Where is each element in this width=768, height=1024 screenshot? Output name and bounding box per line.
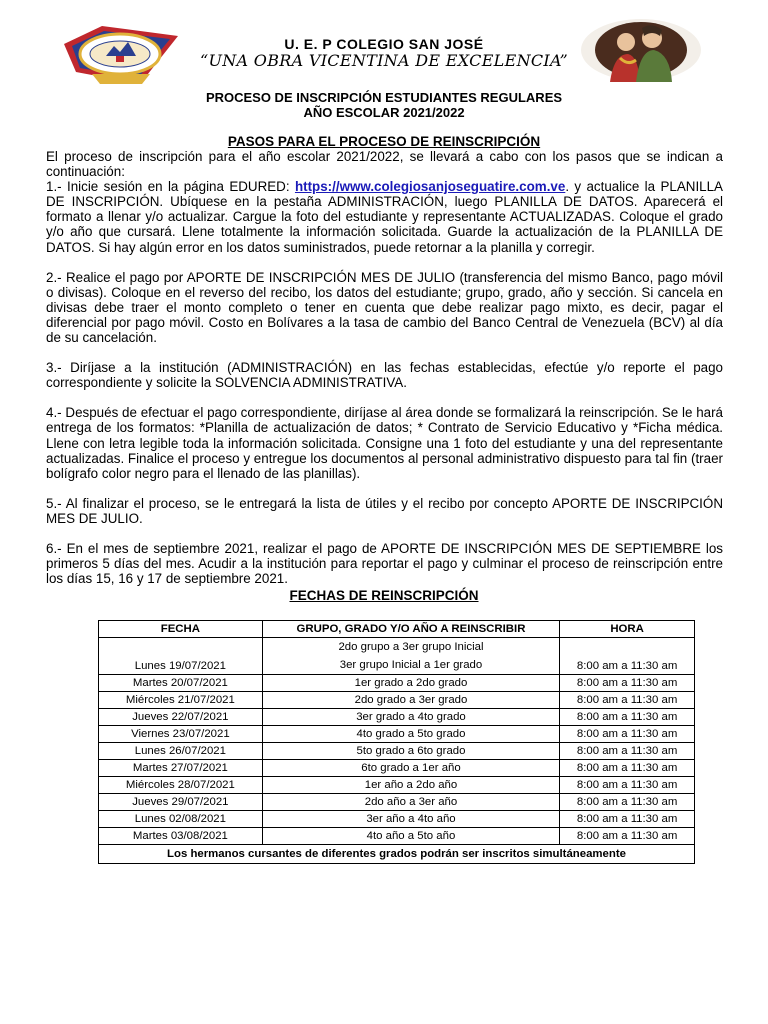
- row-date: Martes 03/08/2021: [99, 828, 263, 845]
- dates-title: FECHAS DE REINSCRIPCIÓN: [289, 588, 479, 603]
- steps-body: [46, 149, 723, 601]
- header-time: HORA: [560, 621, 695, 638]
- row-time: 8:00 am a 11:30 am: [560, 743, 695, 760]
- intro-paragraph: El proceso de inscripción para el año escolar 2021/2022, se llevará a cabo con los pasos que se indican a continuación:: [46, 149, 723, 180]
- row-date: Lunes 02/08/2021: [99, 811, 263, 828]
- row-group: 5to grado a 6to grado: [262, 743, 559, 760]
- row-time: 8:00 am a 11:30 am: [560, 777, 695, 794]
- row-time: 8:00 am a 11:30 am: [560, 709, 695, 726]
- row-date: Lunes 26/07/2021: [99, 743, 263, 760]
- row-date: Jueves 29/07/2021: [99, 794, 263, 811]
- row-date: Miércoles 21/07/2021: [99, 692, 263, 709]
- step-4: 4.- Después de efectuar el pago correspondiente, diríjase al área donde se formalizará la reinscripción. Se le hará entrega de los formatos: *Planilla de actualización de datos; * Contrato de Servicio Educativo y *Ficha médica. Llene con letra legible toda la información solicitada. Consigne una 1 foto del estudiante y una del representante actualizadas. Finalice el proceso y entregue los documentos al personal administrativo dispuesto para tal fin (traer bolígrafo color negro para el llenado de las planillas).: [46, 405, 723, 481]
- row-group-line-1: 2do grupo a 3er grupo Inicial: [338, 641, 484, 653]
- table-row: [99, 726, 695, 743]
- school-motto: “UNA OBRA VICENTINA DE EXCELENCIA”: [199, 51, 569, 70]
- title-line-1: PROCESO DE INSCRIPCIÓN ESTUDIANTES REGULARES: [205, 90, 563, 105]
- row-date: Martes 20/07/2021: [99, 675, 263, 692]
- table-row: [99, 709, 695, 726]
- row-group: 4to grado a 5to grado: [262, 726, 559, 743]
- row-group: [262, 638, 559, 675]
- row-date: Martes 27/07/2021: [99, 760, 263, 777]
- row-date: Jueves 22/07/2021: [99, 709, 263, 726]
- step-1-rest: . y actualice la PLANILLA DE INSCRIPCIÓN. Ubíquese en la pestaña ADMINISTRACIÓN, luego PLANILLA DE DATOS. Aparecerá el formato a llenar y/o actualizar. Cargue la foto del estudiante y representante ACTUALIZADAS. Coloque el grado y/o año que cursará. Llene totalmente la información solicitada. Guarde la actualización de la PLANILLA DE DATOS. Si hay algún error en los datos suministrados, puede retornar a la planilla y corregir.: [46, 179, 723, 255]
- row-group: 3er grado a 4to grado: [262, 709, 559, 726]
- table-row: [99, 794, 695, 811]
- table-row: [99, 828, 695, 845]
- step-5: 5.- Al finalizar el proceso, se le entregará la lista de útiles y el recibo por concepto APORTE DE INSCRIPCIÓN MES DE JULIO.: [46, 495, 723, 526]
- header-date: FECHA: [99, 621, 263, 638]
- row-group: 1er año a 2do año: [262, 777, 559, 794]
- row-time: 8:00 am a 11:30 am: [560, 675, 695, 692]
- row-time: [560, 638, 695, 675]
- step-1: [46, 179, 723, 254]
- row-group: 2do año a 3er año: [262, 794, 559, 811]
- table-header-row: [99, 621, 695, 638]
- step-1-text: 1.- Inicie sesión en la página EDURED:: [46, 179, 295, 195]
- row-time: 8:00 am a 11:30 am: [560, 760, 695, 777]
- row-date-text: Lunes 19/07/2021: [134, 660, 226, 672]
- row-time: 8:00 am a 11:30 am: [560, 794, 695, 811]
- step-3: 3.- Diríjase a la institución (ADMINISTRACIÓN) en las fechas establecidas, efectúe y/o reporte el pago correspondiente y solicite la SOLVENCIA ADMINISTRATIVA.: [46, 360, 723, 391]
- table-row: [99, 760, 695, 777]
- schedule-table: [98, 620, 695, 864]
- table-note: Los hermanos cursantes de diferentes grados podrán ser inscritos simultáneamente: [99, 845, 695, 864]
- school-name: U. E. P COLEGIO SAN JOSÉ: [284, 36, 484, 52]
- step-6: 6.- En el mes de septiembre 2021, realizar el pago de APORTE DE INSCRIPCIÓN MES DE SEPTIEMBRE los primeros 5 días del mes. Acudir a la institución para reportar el pago y culminar el proceso de reinscripción entre los días 15, 16 y 17 de septiembre 2021.: [46, 540, 723, 587]
- row-time-text: 8:00 am a 11:30 am: [576, 660, 678, 672]
- header-group: GRUPO, GRADO Y/O AÑO A REINSCRIBIR: [262, 621, 559, 638]
- row-group: 6to grado a 1er año: [262, 760, 559, 777]
- table-row: [99, 675, 695, 692]
- row-group: 2do grado a 3er grado: [262, 692, 559, 709]
- row-date: [99, 638, 263, 675]
- table-row: [99, 743, 695, 760]
- edured-link[interactable]: https://www.colegiosanjoseguatire.com.ve: [294, 179, 566, 195]
- row-date: Viernes 23/07/2021: [99, 726, 263, 743]
- row-group: 4to año a 5to año: [262, 828, 559, 845]
- schedule-body: [99, 638, 695, 845]
- row-group: 1er grado a 2do grado: [262, 675, 559, 692]
- table-row: [99, 777, 695, 794]
- step-2: 2.- Realice el pago por APORTE DE INSCRIPCIÓN MES DE JULIO (transferencia del mismo Banco, pago móvil o divisas). Coloque en el reverso del recibo, los datos del estudiante; grupo, grado, año y sección. Si cancela en divisas debe traer el monto completo o tener en cuenta que debe realizar pago mixto, es decir, pagar el diferencial por pago móvil. Costo en Bolívares a la tasa de cambio del Banco Central de Venezuela (BCV) al día de su cancelación.: [46, 269, 723, 346]
- row-date: Miércoles 28/07/2021: [99, 777, 263, 794]
- row-group: 3er año a 4to año: [262, 811, 559, 828]
- table-row: [99, 811, 695, 828]
- row-group-line-2: 3er grupo Inicial a 1er grado: [339, 659, 483, 671]
- steps-title: PASOS PARA EL PROCESO DE REINSCRIPCIÓN: [227, 134, 541, 149]
- table-row: [99, 692, 695, 709]
- title-line-2: AÑO ESCOLAR 2021/2022: [303, 105, 465, 120]
- row-time: 8:00 am a 11:30 am: [560, 726, 695, 743]
- row-time: 8:00 am a 11:30 am: [560, 692, 695, 709]
- document-title: [0, 90, 768, 120]
- table-row: [99, 638, 695, 675]
- row-time: 8:00 am a 11:30 am: [560, 828, 695, 845]
- note-row: [99, 845, 695, 864]
- row-time: 8:00 am a 11:30 am: [560, 811, 695, 828]
